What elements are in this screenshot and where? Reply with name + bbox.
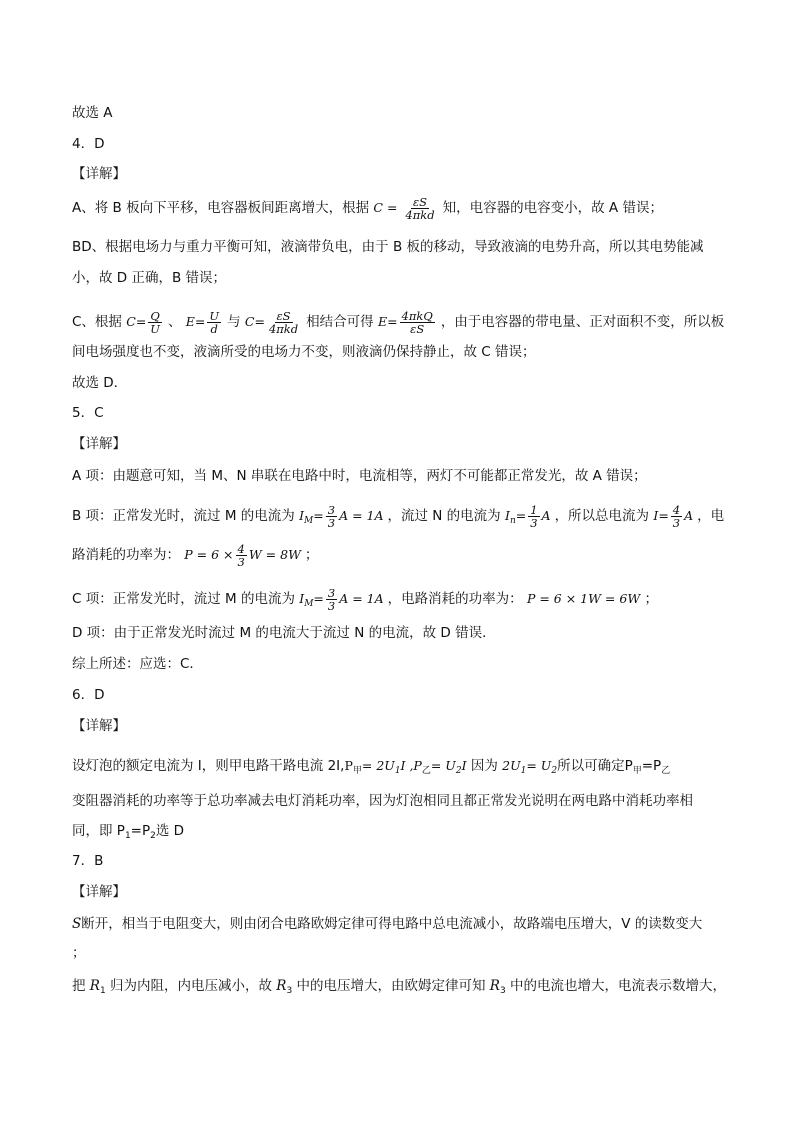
total-current-formula	[653, 503, 697, 530]
math-symbol: I ,P	[400, 758, 422, 773]
math-symbol: A	[541, 508, 551, 523]
text-segment: ；	[304, 547, 319, 563]
fraction	[148, 310, 162, 335]
denominator: 3	[672, 516, 681, 530]
math-symbol: A = 1A	[339, 591, 384, 606]
answer-heading: 4．D	[72, 136, 105, 152]
denominator: 3	[327, 516, 336, 530]
text-segment: 所以可确定	[557, 758, 625, 774]
numerator: 3	[327, 586, 336, 600]
text-segment: 中的电流也增大，电流表示数增大，	[510, 978, 726, 994]
math-symbol: W = 8W	[248, 547, 301, 562]
text-line: 变阻器消耗的功率等于总功率减去电灯消耗功率，因为灯泡相同且都正常发光说明在两电路中消耗功率相	[72, 793, 693, 809]
denominator: 3	[237, 555, 245, 569]
numerator: 3	[327, 503, 336, 517]
subscript: 1	[124, 831, 131, 841]
math-symbol: =	[254, 314, 265, 329]
field-strength-formula	[185, 309, 227, 336]
subscript: M	[304, 516, 314, 526]
text-segment: ，电	[697, 508, 725, 524]
current-m-formula	[299, 586, 387, 613]
subscript: 3	[499, 986, 506, 996]
answer-heading: 6．D	[72, 687, 105, 703]
text-line	[72, 822, 724, 845]
text-line	[72, 543, 724, 568]
fraction	[671, 504, 682, 529]
subscript: 甲	[352, 766, 362, 776]
fraction	[403, 196, 436, 221]
subscript: 1	[520, 766, 527, 776]
text-segment: ，电路消耗的功率为：	[387, 591, 523, 607]
math-symbol: I	[504, 508, 510, 523]
math-symbol: =	[386, 200, 398, 215]
text-segment: 路消耗的功率为：	[72, 547, 180, 563]
math-symbol: A = 1A	[339, 508, 384, 523]
text-segment: A、将 B 板向下平移，电容器板间距离增大，根据	[72, 200, 370, 216]
text-line	[72, 587, 724, 613]
math-symbol: =P	[641, 758, 662, 774]
subscript: 1	[394, 766, 401, 776]
text-line	[72, 977, 724, 1000]
math-symbol: P	[344, 758, 353, 773]
math-symbol: =	[313, 508, 324, 523]
math-symbol: P = 6 ×	[184, 547, 234, 562]
math-symbol: = 2U	[361, 758, 395, 773]
text-line	[72, 915, 724, 933]
math-symbol: = U	[526, 758, 552, 773]
denominator: 3	[530, 516, 538, 530]
denominator: U	[150, 322, 160, 336]
text-segment: 与	[227, 314, 241, 330]
numerator: U	[209, 309, 220, 323]
subscript: 2	[551, 766, 558, 776]
math-symbol: =	[135, 314, 147, 329]
power-relation-formula	[344, 758, 467, 776]
math-symbol: C	[126, 314, 136, 329]
text-line: D 项：由于正常发光时流过 M 的电流大于流过 N 的电流，故 D 错误．	[72, 625, 496, 641]
math-symbol: =	[658, 508, 669, 523]
text-segment: ；	[644, 591, 658, 607]
fraction	[326, 587, 337, 612]
text-line	[72, 310, 724, 335]
text-segment: 选 D	[155, 823, 185, 839]
current-n-formula	[504, 503, 555, 530]
section-heading: 【详解】	[72, 166, 126, 182]
text-line: 间电场强度也不变，液滴所受的电场力不变，则液滴仍保持静止，故 C 错误；	[72, 344, 536, 360]
denominator: d	[210, 322, 218, 336]
capacitance-formula	[373, 195, 442, 222]
subscript: M	[304, 599, 314, 609]
fraction	[528, 504, 539, 529]
text-segment: 中的电压增大，由欧姆定律可知	[296, 978, 486, 994]
math-symbol: E	[377, 314, 388, 329]
math-symbol: =	[515, 508, 527, 523]
subscript: 3	[286, 986, 293, 996]
subscript: 甲	[632, 766, 642, 776]
math-symbol: C	[244, 314, 255, 329]
power-formula: P = 6 × 1W = 6W	[526, 591, 641, 606]
answer-heading: 5．C	[72, 405, 104, 421]
result-formula	[377, 309, 441, 336]
text-line: A 项：由题意可知，当 M、N 串联在电路中时，电流相等，两灯不可能都正常发光，故 A 错误；	[72, 468, 647, 484]
denominator: 3	[327, 599, 336, 613]
voltage-relation-formula	[502, 758, 558, 776]
text-segment: C 项：正常发光时，流过 M 的电流为	[72, 591, 295, 607]
text-segment: 、	[167, 314, 182, 330]
fraction	[236, 543, 247, 568]
subscript: 乙	[421, 766, 431, 776]
fraction	[326, 504, 337, 529]
numerator: 4	[672, 503, 681, 517]
power-equality	[625, 758, 671, 774]
denominator: εS	[410, 322, 425, 336]
text-segment: 设灯泡的额定电流为 I，则甲电路干路电流 2I,	[72, 758, 345, 774]
text-segment: 归为内阻，内电压减小，故	[110, 978, 272, 994]
section-heading: 【详解】	[72, 884, 126, 900]
math-symbol: I	[299, 591, 305, 606]
capacitance-formula	[244, 309, 306, 336]
denominator: 4πkd	[268, 322, 299, 336]
section-heading: 【详解】	[72, 718, 126, 734]
math-symbol: A	[684, 508, 694, 523]
math-symbol: = U	[430, 758, 456, 773]
text-segment: B 项：正常发光时，流过 M 的电流为	[72, 508, 295, 524]
math-symbol: I	[299, 508, 305, 523]
math-symbol: R	[276, 978, 287, 994]
numerator: εS	[413, 195, 428, 209]
subscript: n	[509, 516, 516, 526]
math-symbol: =	[313, 591, 324, 606]
text-segment: 同，即 P	[72, 823, 125, 839]
power-formula	[184, 542, 305, 569]
fraction	[400, 310, 435, 335]
text-line	[72, 757, 724, 780]
fraction	[267, 310, 300, 335]
math-symbol: C	[373, 200, 383, 215]
text-segment: ，由于电容器的带电量、正对面积不变，所以板	[440, 314, 725, 330]
capacitance-definition-formula	[126, 309, 168, 336]
math-symbol: I	[653, 508, 659, 523]
text-line: ；	[72, 945, 86, 961]
section-heading: 【详解】	[72, 436, 126, 452]
math-symbol: I	[461, 758, 467, 773]
text-segment: C、根据	[72, 314, 122, 330]
math-symbol: E	[185, 314, 195, 329]
text-segment: 相结合可得	[306, 314, 374, 330]
subscript: 2	[150, 831, 156, 841]
text-segment: ，流过 N 的电流为	[387, 508, 501, 524]
subscript: 2	[455, 766, 462, 776]
text-line: 故选 A	[72, 105, 113, 121]
fraction	[207, 310, 221, 335]
text-line: 综上所述：应选：C．	[72, 656, 203, 672]
text-line	[72, 196, 724, 221]
text-line: 小，故 D 正确，B 错误；	[72, 270, 227, 286]
text-segment: 把	[72, 978, 86, 994]
math-symbol: R	[489, 978, 500, 994]
current-m-formula	[299, 503, 387, 530]
numerator: 1	[530, 503, 538, 517]
denominator: 4πkd	[405, 208, 435, 222]
text-segment: 断开，相当于电阻变大，则由闭合电路欧姆定律可得电路中总电流减小，故路端电压增大，V 的读数变大	[81, 916, 703, 932]
text-segment: =P	[130, 823, 151, 839]
text-line	[72, 504, 724, 530]
math-symbol: =	[387, 314, 398, 329]
math-symbol: R	[89, 978, 100, 994]
numerator: 4πkQ	[401, 309, 433, 323]
math-symbol: S	[72, 916, 82, 932]
numerator: 4	[237, 542, 245, 556]
text-segment: 知，电容器的电容变小，故 A 错误；	[442, 200, 663, 216]
text-line: BD、根据电场力与重力平衡可知，液滴带负电，由于 B 板的移动，导致液滴的电势升高，所以其电势能减	[72, 239, 704, 255]
subscript: 乙	[661, 766, 671, 776]
math-symbol: 2U	[502, 758, 521, 773]
math-symbol: =	[194, 314, 206, 329]
math-symbol: P	[624, 758, 633, 774]
subscript: 1	[99, 986, 106, 996]
text-segment: 因为	[470, 758, 498, 774]
answer-heading: 7．B	[72, 853, 104, 869]
numerator: Q	[150, 309, 160, 323]
numerator: εS	[276, 309, 291, 323]
text-line: 故选 D．	[72, 375, 128, 391]
text-segment: ，所以总电流为	[554, 508, 650, 524]
